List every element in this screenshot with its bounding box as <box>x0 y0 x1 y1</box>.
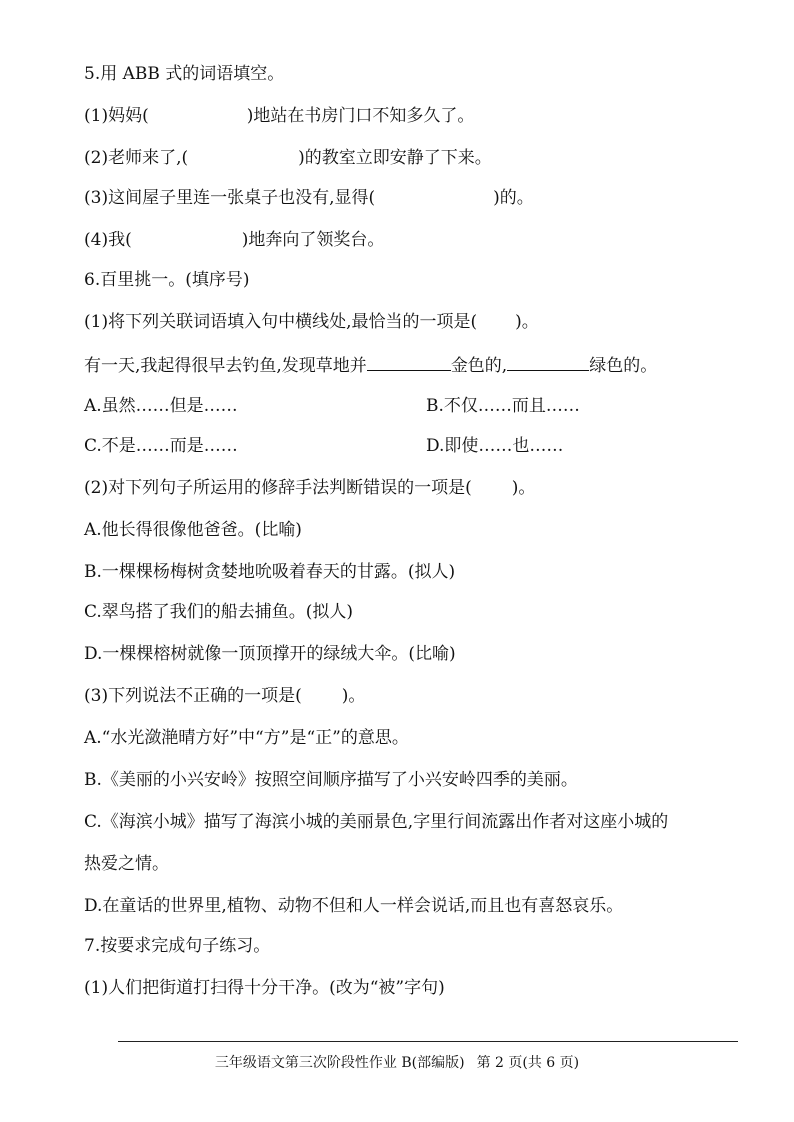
q6-sub1-prompt <box>84 310 754 334</box>
q6-sub1-underline-1[interactable] <box>367 352 451 371</box>
footer-exam-title: 三年级语文第三次阶段性作业 B(部编版) <box>214 1055 465 1071</box>
q6-sub3-option-b: B.《美丽的小兴安岭》按照空间顺序描写了小兴安岭四季的美丽。 <box>84 770 578 790</box>
q6-sub1-prompt-before: (1)将下列关联词语填入句中横线处,最恰当的一项是( <box>84 312 478 332</box>
q6-sub1-sentence-c: 绿色的。 <box>589 356 658 376</box>
q6-sub1-underline-2[interactable] <box>507 352 589 371</box>
q5-item-4-after: )地奔向了领奖台。 <box>241 230 385 250</box>
q5-item-1-after: )地站在书房门口不知多久了。 <box>246 106 475 126</box>
q5-item-4 <box>84 228 754 252</box>
q5-item-1-before: (1)妈妈( <box>84 106 149 126</box>
q5-item-2-after: )的教室立即安静了下来。 <box>298 148 492 168</box>
q6-sub2-option-d: D.一棵棵榕树就像一顶顶撑开的绿绒大伞。(比喻) <box>84 644 456 664</box>
q5-item-4-before: (4)我( <box>84 230 132 250</box>
q6-sub1-option-d: D.即使……也…… <box>426 436 564 456</box>
q6-sub1-option-c: C.不是……而是…… <box>84 436 238 456</box>
q6-sub3-prompt-after: )。 <box>341 686 366 706</box>
q6-sub2-prompt <box>84 476 754 500</box>
q6-sub1-sentence-a: 有一天,我起得很早去钓鱼,发现草地并 <box>84 356 367 376</box>
q5-item-3-after: )的。 <box>493 188 534 208</box>
q7-title: 7.按要求完成句子练习。 <box>84 936 271 956</box>
q5-item-1 <box>84 104 754 128</box>
q6-sub1-option-a: A.虽然……但是…… <box>84 396 238 416</box>
q6-sub3-option-d: D.在童话的世界里,植物、动物不但和人一样会说话,而且也有喜怒哀乐。 <box>84 896 624 916</box>
q5-item-2 <box>84 146 754 170</box>
q6-sub1-sentence <box>84 352 754 378</box>
q6-sub3-prompt-before: (3)下列说法不正确的一项是( <box>84 686 302 706</box>
q5-item-3-before: (3)这间屋子里连一张桌子也没有,显得( <box>84 188 376 208</box>
q6-sub1-option-b: B.不仅……而且…… <box>426 396 580 416</box>
q6-sub2-option-c: C.翠鸟搭了我们的船去捕鱼。(拟人) <box>84 602 354 622</box>
q5-item-2-before: (2)老师来了,( <box>84 148 189 168</box>
q6-sub3-option-a: A.“水光潋滟晴方好”中“方”是“正”的意思。 <box>84 728 409 748</box>
q6-sub2-prompt-after: )。 <box>511 478 536 498</box>
page-footer <box>0 1054 794 1072</box>
q6-sub3-prompt <box>84 684 754 708</box>
q6-sub1-prompt-after: )。 <box>515 312 539 332</box>
q6-sub2-prompt-before: (2)对下列句子所运用的修辞手法判断错误的一项是( <box>84 478 472 498</box>
q6-title: 6.百里挑一。(填序号) <box>84 270 250 290</box>
q6-sub2-option-a: A.他长得很像他爸爸。(比喻) <box>84 520 302 540</box>
q6-sub3-option-c-line2: 热爱之情。 <box>84 854 169 874</box>
q7-item-1: (1)人们把街道打扫得十分干净。(改为“被”字句) <box>84 978 445 998</box>
q6-sub3-option-c-line1: C.《海滨小城》描写了海滨小城的美丽景色,字里行间流露出作者对这座小城的 <box>84 812 669 832</box>
q5-title: 5.用 ABB 式的词语填空。 <box>84 64 285 84</box>
q5-item-3 <box>84 186 754 210</box>
footer-page-number: 第 2 页(共 6 页) <box>476 1055 580 1071</box>
footer-divider <box>118 1041 738 1042</box>
q6-sub2-option-b: B.一棵棵杨梅树贪婪地吮吸着春天的甘露。(拟人) <box>84 562 456 582</box>
q6-sub1-sentence-b: 金色的, <box>450 356 508 376</box>
